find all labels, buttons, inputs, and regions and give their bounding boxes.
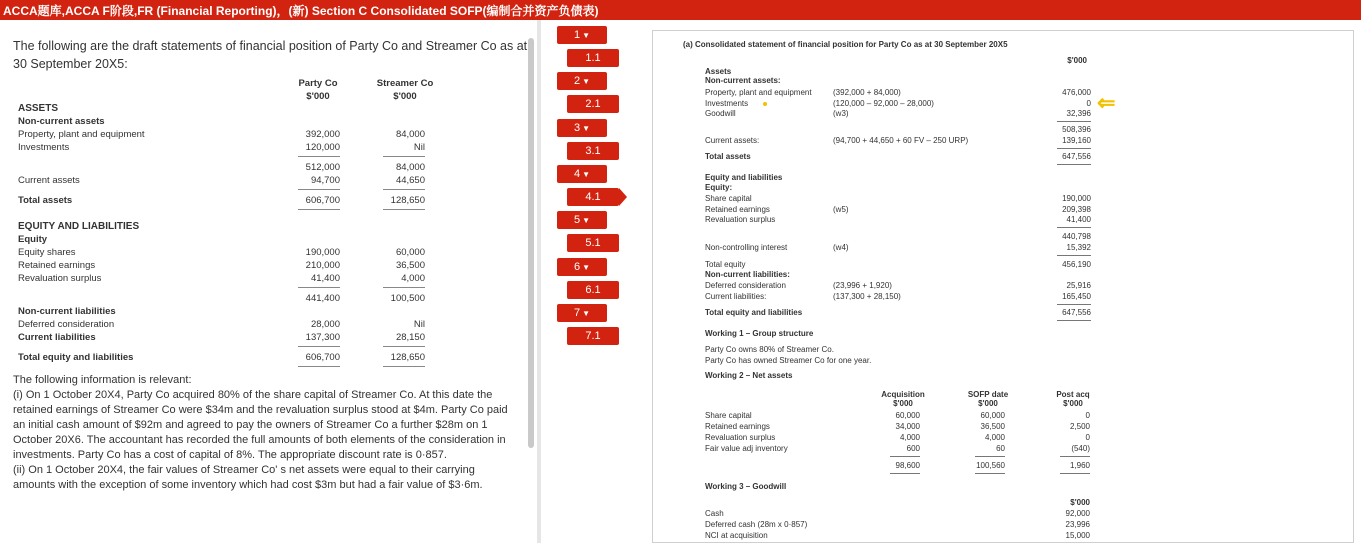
answer-heading: (a) Consolidated statement of financial position for Party Co as at 30 September 20X5 [683, 40, 1008, 49]
subpart-button[interactable]: 2.1 [567, 95, 619, 113]
sub2-value: 440,798 [1062, 232, 1091, 241]
info-text [13, 373, 513, 493]
divider [890, 456, 920, 457]
divider [383, 287, 425, 288]
divider [298, 156, 340, 157]
chevron-down-icon: ▼ [582, 124, 591, 133]
w2-row-label: Retained earnings [705, 422, 770, 431]
w2-post: (540) [1071, 444, 1090, 453]
row-streamer: 128,650 [390, 352, 425, 363]
eq-heading: EQUITY AND LIABILITIES [18, 221, 140, 232]
question-pane[interactable] [0, 20, 537, 543]
w1-line1: Party Co owns 80% of Streamer Co. [705, 345, 834, 354]
row-party: 41,400 [310, 273, 340, 284]
dc-value: 25,916 [1066, 281, 1091, 290]
rs-value: 41,400 [1066, 215, 1091, 224]
row-party: 606,700 [305, 195, 340, 206]
ppe-label: Property, plant and equipment [705, 88, 812, 97]
w2-col-acq: Acquisition [881, 390, 925, 399]
divider [1057, 121, 1091, 122]
row-streamer: 36,500 [395, 260, 425, 271]
question-button[interactable]: 5 ▼ [557, 211, 607, 229]
w2-acq: 34,000 [895, 422, 920, 431]
w3-row-label: NCI at acquisition [705, 531, 768, 540]
answer-pane[interactable] [652, 30, 1354, 543]
cl-calc: (137,300 + 28,150) [833, 292, 901, 301]
row-label: Total assets [18, 195, 73, 206]
row-streamer: 84,000 [395, 129, 425, 140]
ppe-value: 476,000 [1062, 88, 1091, 97]
w2-total-acq: 98,600 [895, 461, 920, 470]
highlight-dot-icon [763, 102, 767, 106]
row-label: Retained earnings [18, 260, 96, 271]
row-party: 392,000 [305, 129, 340, 140]
w2-post: 2,500 [1069, 422, 1090, 431]
chevron-down-icon: ▼ [582, 216, 591, 225]
col-party: Party Co [298, 78, 338, 89]
question-button[interactable]: 2 ▼ [557, 72, 607, 90]
row-party: 190,000 [305, 247, 340, 258]
w3-value: 23,996 [1065, 520, 1090, 529]
page-title: ACCA题库,ACCA F阶段,FR (Financial Reporting)，(新) Section C Consolidated SOFP(编制合并资产负债表) [3, 4, 599, 18]
row-party: 28,000 [310, 319, 340, 330]
dc-label: Deferred consideration [705, 281, 786, 290]
subpart-button[interactable]: 3.1 [567, 142, 619, 160]
question-nav [541, 20, 640, 543]
assets-label: Assets [705, 67, 732, 76]
eql-label: Equity and liabilities [705, 173, 783, 182]
gw-label: Goodwill [705, 109, 736, 118]
divider [298, 287, 340, 288]
divider [1057, 320, 1091, 321]
row-party: 94,700 [310, 175, 340, 186]
question-intro: The following are the draft statements of financial position of Party Co and Streamer Co as at 30 September 20X5: [13, 39, 528, 71]
divider [1057, 227, 1091, 228]
w2-sofp: 4,000 [984, 433, 1005, 442]
w2-sofp: 60,000 [980, 411, 1005, 420]
nci-value: 15,392 [1066, 243, 1091, 252]
row-streamer: 4,000 [401, 273, 425, 284]
sc-value: 190,000 [1062, 194, 1091, 203]
w2-sofp: 60 [996, 444, 1005, 453]
gw-calc: (w3) [833, 109, 849, 118]
inv-calc: (120,000 – 92,000 – 28,000) [833, 99, 934, 108]
chevron-down-icon: ▼ [582, 309, 591, 318]
w2-row-label: Share capital [705, 411, 752, 420]
w2-total-sofp: 100,560 [976, 461, 1005, 470]
w2-row-label: Fair value adj inventory [705, 444, 788, 453]
w3-row-label: Cash [705, 509, 724, 518]
rs-label: Revaluation surplus [705, 215, 776, 224]
w2-post: 0 [1085, 411, 1090, 420]
ca-label: Current assets: [705, 136, 760, 145]
row-label: Equity shares [18, 247, 76, 258]
divider [1057, 148, 1091, 149]
tel-label: Total equity and liabilities [705, 308, 803, 317]
noncurrent-heading: Non-current assets [18, 116, 105, 127]
question-button[interactable]: 3 ▼ [557, 119, 607, 137]
re-label: Retained earnings [705, 205, 770, 214]
divider [1060, 456, 1090, 457]
row-label: Revaluation surplus [18, 273, 102, 284]
divider [1057, 164, 1091, 165]
divider [383, 156, 425, 157]
w2-acq: 600 [906, 444, 920, 453]
w3-row-label: Deferred cash (28m x 0·857) [705, 520, 808, 529]
w2-col-sofp: SOFP date [967, 390, 1009, 399]
assets-heading: ASSETS [18, 103, 59, 114]
question-button[interactable]: 1 ▼ [557, 26, 607, 44]
chevron-down-icon: ▼ [582, 77, 591, 86]
question-button[interactable]: 6 ▼ [557, 258, 607, 276]
col-streamer: Streamer Co [376, 78, 434, 89]
row-label: Property, plant and equipment [18, 129, 145, 140]
scrollbar-thumb[interactable] [528, 38, 534, 448]
divider [298, 209, 340, 210]
row-streamer: 84,000 [395, 162, 425, 173]
unit-party: $'000 [306, 91, 330, 102]
nci-calc: (w4) [833, 243, 849, 252]
info-p2: (ii) On 1 October 20X4, the fair values of Streamer Co' s net assets were equal to their carrying amounts with the exception of some inventory which had cost $3m but had a fair value of $3·6m. [13, 464, 483, 491]
cl-label: Current liabilities: [705, 292, 767, 301]
te-label: Total equity [705, 260, 746, 269]
row-streamer: 128,650 [390, 195, 425, 206]
divider [1060, 473, 1090, 474]
ta-value: 647,556 [1062, 152, 1091, 161]
w2-acq: 60,000 [895, 411, 920, 420]
row-streamer: 60,000 [395, 247, 425, 258]
cl-value: 165,450 [1062, 292, 1091, 301]
chevron-down-icon: ▼ [582, 263, 591, 272]
row-label: Current assets [18, 175, 80, 186]
info-p1: (i) On 1 October 20X4, Party Co acquired 80% of the share capital of Streamer Co. At this date the retained earnings of Streamer Co were $34m and the revaluation surplus stood at $4m. Party Co paid an initial cash amount of $92m and agreed to pay the owners of Streamer Co a further $28m on 1 October 20X6. The accountant has recorded the full amounts of both elements of the consideration in investments. Party Co has a cost of capital of 8%. The appropriate discount rate is 0·857. [13, 389, 508, 461]
w3-unit: $'000 [1070, 498, 1090, 507]
row-party: 606,700 [305, 352, 340, 363]
equity-heading: Equity [18, 234, 48, 245]
divider [975, 456, 1005, 457]
row-label: Total equity and liabilities [18, 352, 134, 363]
divider [298, 189, 340, 190]
eq-label: Equity: [705, 183, 733, 192]
tel-value: 647,556 [1062, 308, 1091, 317]
unit-streamer: $'000 [393, 91, 417, 102]
nca-label: Non-current assets: [705, 76, 781, 85]
divider [975, 473, 1005, 474]
gw-value: 32,396 [1066, 109, 1091, 118]
subpart-button[interactable]: 7.1 [567, 327, 619, 345]
divider [1057, 304, 1091, 305]
sub1-value: 508,396 [1062, 125, 1091, 134]
w2-sofp: 36,500 [980, 422, 1005, 431]
question-button[interactable]: 7 ▼ [557, 304, 607, 322]
w2-row-label: Revaluation surplus [705, 433, 776, 442]
w1-title: Working 1 – Group structure [705, 329, 814, 338]
re-calc: (w5) [833, 205, 849, 214]
w2-total-post: 1,960 [1069, 461, 1090, 470]
dc-calc: (23,996 + 1,920) [833, 281, 892, 290]
divider [1057, 255, 1091, 256]
inv-value: 0 [1086, 99, 1091, 108]
ppe-calc: (392,000 + 84,000) [833, 88, 901, 97]
divider [383, 209, 425, 210]
w2-title: Working 2 – Net assets [705, 371, 793, 380]
title-bar [0, 0, 1361, 20]
divider [383, 366, 425, 367]
divider [298, 346, 340, 347]
inv-label: Investments [705, 99, 749, 108]
w3-title: Working 3 – Goodwill [705, 482, 787, 491]
chevron-down-icon: ▼ [582, 31, 591, 40]
subpart-button-active[interactable]: 4.1 [567, 188, 619, 206]
re-value: 209,398 [1062, 205, 1091, 214]
row-streamer: 44,650 [395, 175, 425, 186]
ncl-heading: Non-current liabilities [18, 306, 116, 317]
row-label: Deferred consideration [18, 319, 115, 330]
sc-label: Share capital [705, 194, 752, 203]
question-button[interactable]: 4 ▼ [557, 165, 607, 183]
w2-unit: $'000 [1063, 399, 1083, 408]
w2-unit: $'000 [893, 399, 913, 408]
row-party: 137,300 [305, 332, 340, 343]
answer-unit: $'000 [1067, 56, 1087, 65]
row-party: 210,000 [305, 260, 340, 271]
row-party: 441,400 [305, 293, 340, 304]
subpart-button[interactable]: 5.1 [567, 234, 619, 252]
info-lead: The following information is relevant: [13, 374, 192, 386]
row-streamer: Nil [413, 142, 425, 153]
w2-unit: $'000 [978, 399, 998, 408]
w3-value: 92,000 [1065, 509, 1090, 518]
divider [383, 189, 425, 190]
w3-value: 15,000 [1065, 531, 1090, 540]
ca-calc: (94,700 + 44,650 + 60 FV – 250 URP) [833, 136, 969, 145]
subpart-button[interactable]: 6.1 [567, 281, 619, 299]
w2-col-post: Post acq [1056, 390, 1090, 399]
row-streamer: 28,150 [395, 332, 425, 343]
row-label: Investments [18, 142, 70, 153]
te-value: 456,190 [1062, 260, 1091, 269]
w1-line2: Party Co has owned Streamer Co for one year. [705, 356, 872, 365]
w2-post: 0 [1085, 433, 1090, 442]
row-party: 512,000 [305, 162, 340, 173]
chevron-down-icon: ▼ [582, 170, 591, 179]
divider [383, 346, 425, 347]
w2-acq: 4,000 [899, 433, 920, 442]
nci-label: Non-controlling interest [705, 243, 788, 252]
subpart-button[interactable]: 1.1 [567, 49, 619, 67]
ca-value: 139,160 [1062, 136, 1091, 145]
row-streamer: Nil [413, 319, 425, 330]
row-party: 120,000 [305, 142, 340, 153]
divider [890, 473, 920, 474]
ncl-label: Non-current liabilities: [705, 270, 790, 279]
arrow-left-icon: ⇐ [1097, 90, 1116, 115]
row-label: Current liabilities [18, 332, 96, 343]
row-streamer: 100,500 [390, 293, 425, 304]
ta-label: Total assets [705, 152, 751, 161]
divider [298, 366, 340, 367]
